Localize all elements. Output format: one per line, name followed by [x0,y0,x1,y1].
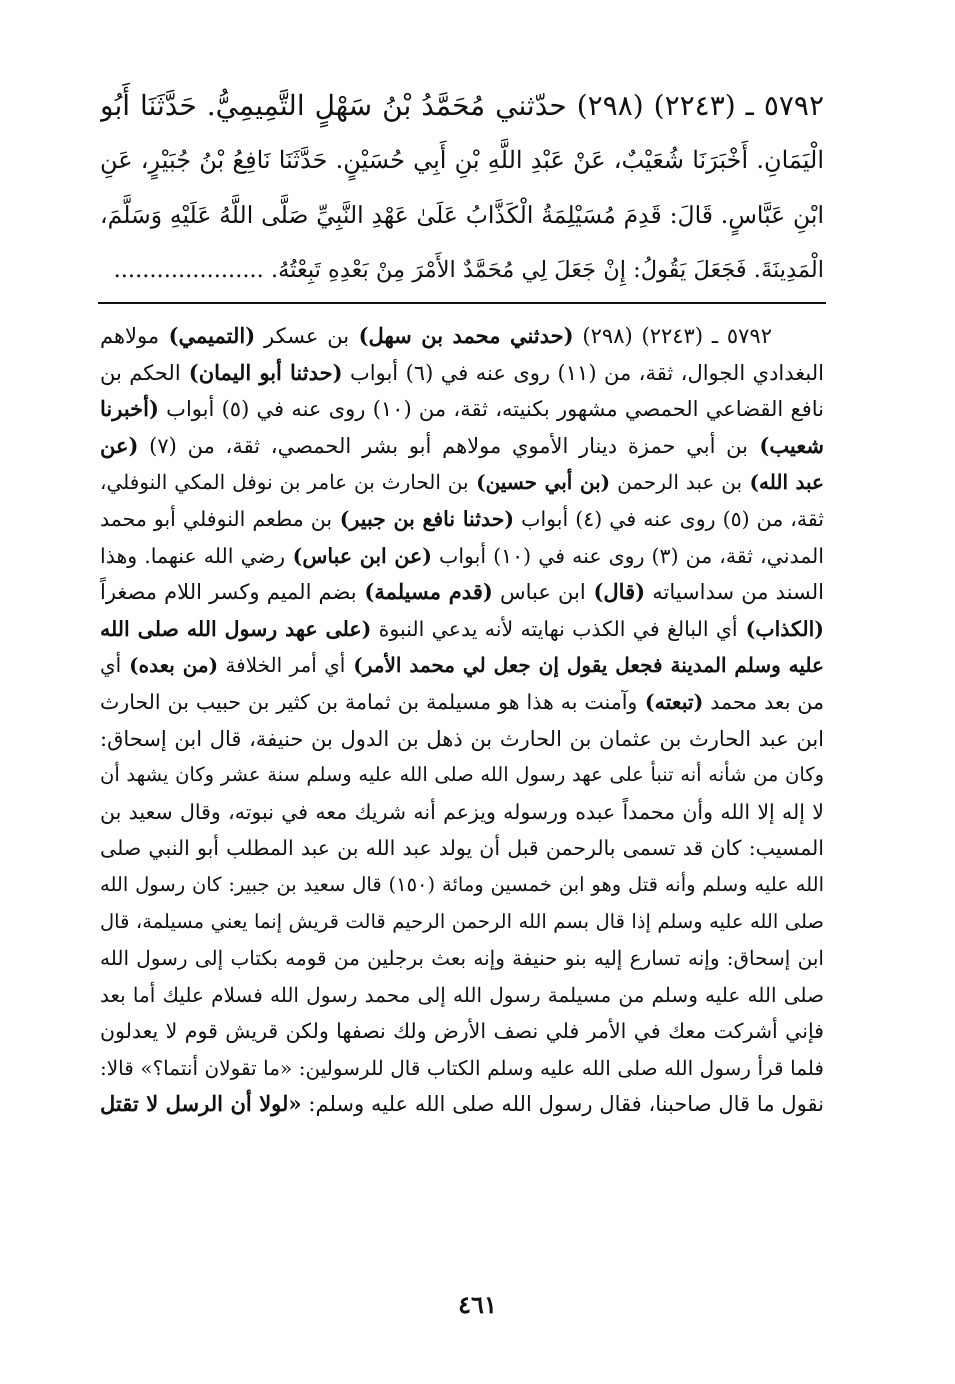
commentary-text [100,318,824,1123]
commentary-segment: ابن إسحاق: وإنه تسارع إليه بنو حنيفة وإنه بعث برجلين من قومه بكتاب إلى رسول الله [100,946,824,971]
commentary-line [100,538,824,575]
commentary-segment: السند من سداسياته [645,580,824,605]
hadith-line: ٥٧٩٢ ـ (٢٢٤٣) (٢٩٨) حدّثني مُحَمَّدُ بْنُ سَهْلٍ التَّمِيمِيُّ. حَدَّثَنَا أَبُو [100,89,824,122]
commentary-line [100,940,824,977]
commentary-segment: بن عبد الرحمن [610,470,743,495]
commentary-line [100,391,824,428]
commentary-line [100,721,824,758]
commentary-line [100,1050,824,1087]
commentary-bold-segment: (من بعده) [121,653,219,678]
commentary-bold-segment: (قال) [585,579,646,605]
commentary-segment: ابن عبد الحارث بن عثمان بن الحارث بن ذهل بن الدول بن حنيفة، قال ابن إسحاق: [100,726,824,751]
commentary-bold-segment: (الكذاب) [737,616,824,641]
commentary-segment: فلما قرأ رسول الله صلى الله عليه وسلم الكتاب قال للرسولين: «ما تقولان أنتما؟» قالا: [100,1055,824,1080]
commentary-line [100,684,824,721]
commentary-bold-segment: (التميمي) [159,323,256,348]
commentary-segment: بن عسكر [255,324,350,348]
hadith-line: ابْنِ عَبَّاسٍ. قَالَ: قَدِمَ مُسَيْلِمَةُ الْكَذَّابُ عَلَىٰ عَهْدِ النَّبِيِّ صَلَّى اللَّهُ عَلَيْهِ وَسَلَّمَ، [100,201,824,229]
commentary-bold-segment: (عن ابن عباس) [284,543,432,568]
commentary-segment: بضم الميم وكسر اللام مصغراً [100,580,357,605]
commentary-line [100,1013,824,1050]
commentary-line [100,611,824,648]
commentary-line [100,867,824,904]
commentary-bold-segment: (بن أبي حسين) [468,470,611,495]
commentary-segment: بن مطعم النوفلي أبو محمد [100,506,333,531]
commentary-bold-segment: (حدثنا نافع بن جبير) [332,506,515,531]
commentary-segment: صلى الله عليه وسلم من مسيلمة رسول الله إلى محمد رسول الله فسلام عليك أما بعد [100,982,824,1007]
commentary-segment: وكان من شأنه أنه تنبأ على عهد رسول الله صلى الله عليه وسلم سنة عشر وكان يشهد أن [100,763,824,787]
commentary-bold-segment: (عن [100,432,139,458]
commentary-bold-segment: «لولا أن الرسل لا تقتل [100,1091,302,1117]
footnote-divider [98,302,826,304]
hadith-line: الْيَمَانِ. أَخْبَرَنَا شُعَيْبٌ، عَنْ عَبْدِ اللَّهِ بْنِ أَبِي حُسَيْنٍ. حَدَّثَنَا نَافِعُ بْنُ جُبَيْرٍ، عَنِ [100,146,824,174]
commentary-segment: أي البالغ في الكذب نهايته لأنه يدعي النبوة [371,616,738,641]
commentary-bold-segment: عليه وسلم المدينة فجعل يقول إن جعل لي محمد الأمر) [345,653,824,678]
commentary-segment: لا إله إلا الله وأن محمداً عبده ورسوله ويزعم أنه شريك معه في نبوته، وقال سعيد بن [100,799,824,824]
commentary-line [100,574,824,611]
commentary-bold-segment: (أخبرنا [100,396,159,422]
page-number: ٤٦١ [458,1290,497,1319]
commentary-line [100,830,824,867]
commentary-segment: رضي الله عنهما. وهذا [100,543,285,568]
commentary-segment: الله عليه وسلم وأنه قتل وهو ابن خمسين ومائة (١٥٠) قال سعيد بن جبير: كان رسول الله [100,872,824,896]
commentary-segment: البغدادي الجوال، ثقة، من (١١) روى عنه في (٦) أبواب [342,360,824,385]
commentary-segment: أي أمر الخلافة [218,653,346,678]
commentary-segment: صلى الله عليه وسلم إذا قال بسم الله الرحمن الرحيم قالت قريش إنما يعني مسيلمة، قال [100,909,824,933]
commentary-bold-segment: شعيب) [748,432,824,458]
commentary-segment: من بعد محمد [703,689,824,714]
commentary-segment: المدني، ثقة، من (٣) روى عنه في (١٠) أبواب [431,543,824,568]
commentary-segment: مولاهم [100,324,160,348]
commentary-line [100,1086,824,1123]
commentary-line [100,904,824,941]
commentary-segment: وآمنت به هذا هو مسيلمة بن ثمامة بن كثير بن حبيب بن الحارث [100,689,638,714]
commentary-segment: الحكم بن [100,360,181,385]
commentary-line [100,355,824,392]
commentary-segment: نقول ما قال صاحبنا، فقال رسول الله صلى الله عليه وسلم: [301,1092,824,1117]
commentary-bold-segment: (حدثني محمد بن سهل) [349,323,574,348]
commentary-bold-segment: (حدثنا أبو اليمان) [180,359,343,385]
commentary-segment: المسيب: كان قد تسمى بالرحمن قبل أن يولد عبد الله بن عبد المطلب أبو النبي صلى [100,836,824,861]
commentary-line [100,428,824,465]
commentary-line [100,794,824,831]
hadith-text [100,78,824,298]
commentary-segment: بن أبي حمزة دينار الأموي مولاهم أبو بشر الحمصي، ثقة، من (٧) [138,433,749,458]
commentary-segment: بن الحارث بن عامر بن نوفل المكي النوفلي، [100,470,469,495]
commentary-line [100,464,824,501]
commentary-bold-segment: (تبعته) [637,689,704,714]
commentary-segment: نافع القضاعي الحمصي مشهور بكنيته، ثقة، من (١٠) روى عنه في (٥) أبواب [158,397,824,422]
commentary-line [100,977,824,1014]
commentary-line [100,647,824,684]
commentary-bold-segment: (على عهد رسول الله صلى الله [100,616,372,641]
commentary-bold-segment: (قدم مسيلمة) [356,579,493,605]
commentary-segment: ابن عباس [492,580,586,605]
commentary-line [100,318,824,355]
hadith-line: الْمَدِينَةَ. فَجَعَلَ يَقُولُ: إِنْ جَعَلَ لِي مُحَمَّدٌ الأَمْرَ مِنْ بَعْدِهِ تَبِعْتُهُ. ..................... [113,257,824,283]
commentary-segment: أي [100,653,122,678]
commentary-segment: ثقة، من (٥) روى عنه في (٤) أبواب [514,506,824,531]
commentary-bold-segment: عبد الله) [742,470,824,495]
commentary-segment: ٥٧٩٢ ـ (٢٢٤٣) (٢٩٨) [573,324,772,348]
commentary-segment: فإني أشركت معك في الأمر فلي نصف الأرض ولك نصفها ولكن قريش قوم لا يعدلون [100,1019,824,1044]
commentary-line [100,757,824,794]
commentary-line [100,501,824,538]
